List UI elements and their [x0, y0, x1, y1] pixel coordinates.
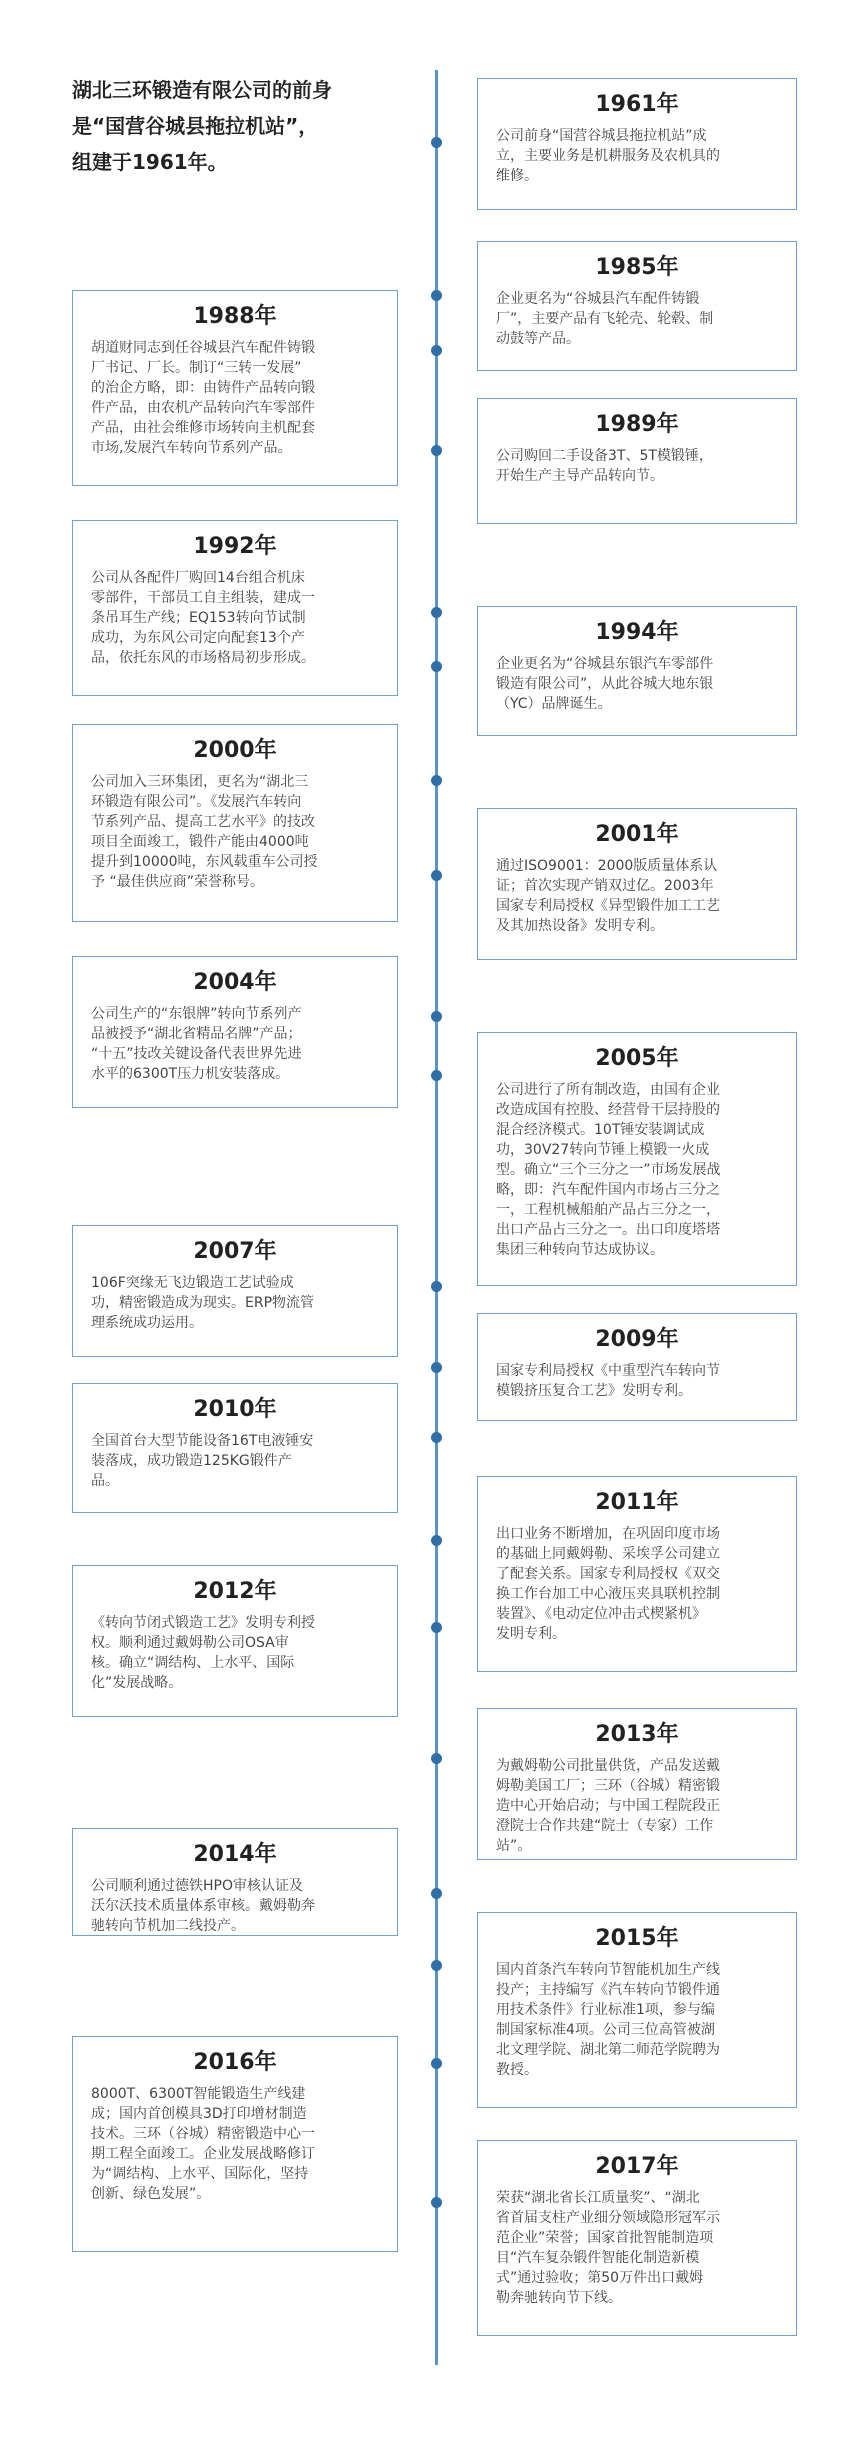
event-year: 2016年	[193, 2050, 277, 2075]
timeline-dot	[431, 2058, 442, 2069]
event-description-line: 集团三种转向节达成协议。	[496, 1242, 664, 1258]
event-description-line: 范企业”荣誉；国家首批智能制造项	[496, 2230, 714, 2246]
event-description-line: 8000T、6300T智能锻造生产线建	[91, 2086, 306, 2102]
event-description-line: 国家专利局授权《异型锻件加工工艺	[496, 898, 720, 914]
event-description-line: 为戴姆勒公司批量供货，产品发送戴	[496, 1758, 720, 1774]
timeline-card-1961	[477, 78, 797, 210]
event-description-line: 及其加热设备》发明专利。	[496, 918, 664, 934]
event-description-line: 品被授予“湖北省精品名牌”产品；	[91, 1026, 302, 1042]
event-description-line: 混合经济模式。10T锤安装调试成	[496, 1122, 705, 1138]
event-description-line: 全国首台大型节能设备16T电液锤安	[91, 1433, 314, 1449]
intro-line: 组建于1961年。	[72, 150, 228, 174]
event-description	[91, 772, 379, 892]
event-description-line: 站”。	[496, 1838, 532, 1854]
timeline-dot	[431, 661, 442, 672]
event-description-line: 公司生产的“东银牌”转向节系列产	[91, 1006, 302, 1022]
event-description-line: 成功，为东风公司定向配套13个产	[91, 630, 305, 646]
event-year: 1985年	[595, 255, 679, 280]
timeline-card-1988	[72, 290, 398, 486]
event-year: 2011年	[595, 1490, 679, 1515]
event-description-line: 市场,发展汽车转向节系列产品。	[91, 440, 292, 456]
event-description-line: 的基础上同戴姆勒、采埃孚公司建立	[496, 1546, 720, 1562]
event-description-line: 核。确立“调结构、上水平、国际	[91, 1655, 295, 1671]
event-year: 1988年	[193, 304, 277, 329]
timeline-card-1985	[477, 241, 797, 371]
event-year: 2012年	[193, 1579, 277, 1604]
event-year: 2004年	[193, 970, 277, 995]
timeline-dot	[431, 1011, 442, 1022]
event-description-line: 出口产品占三分之一。出口印度塔塔	[496, 1222, 720, 1238]
event-description-line: 立，主要业务是机耕服务及农机具的	[496, 148, 720, 164]
event-description-line: 品，依托东风的市场格局初步形成。	[91, 650, 315, 666]
event-description-line: 锻造有限公司”，从此谷城大地东银	[496, 676, 714, 692]
event-description-line: 澄院士合作共建“院士（专家）工作	[496, 1818, 714, 1834]
event-description-line: 胡道财同志到任谷城县汽车配件铸锻	[91, 340, 315, 356]
event-description-line: 件产品，由农机产品转向汽车零部件	[91, 400, 315, 416]
event-description-line: 用技术条件》行业标准1项，参与编	[496, 2002, 715, 2018]
event-description	[91, 1273, 379, 1333]
event-description-line: 荣获“湖北省长江质量奖”、“湖北	[496, 2190, 700, 2206]
event-description-line: 目“汽车复杂锻件智能化制造新模	[496, 2250, 700, 2266]
event-description-line: 成；国内首创模具3D打印增材制造	[91, 2106, 307, 2122]
event-description-line: 产品，由社会维修市场转向主机配套	[91, 420, 315, 436]
timeline-card-2004	[72, 956, 398, 1108]
event-description-line: “十五”技改关键设备代表世界先进	[91, 1046, 302, 1062]
timeline-dot	[431, 1888, 442, 1899]
timeline-card-1994	[477, 606, 797, 736]
event-description-line: 发明专利。	[496, 1626, 566, 1642]
event-description-line: 功，30V27转向节锤上模锻一火成	[496, 1142, 710, 1158]
timeline-card-2014	[72, 1828, 398, 1936]
event-description-line: 提升到10000吨，东风载重车公司授	[91, 854, 318, 870]
timeline-card-2015	[477, 1912, 797, 2108]
event-description-line: 姆勒美国工厂；三环（谷城）精密锻	[496, 1778, 720, 1794]
event-description-line: 一，工程机械船舶产品占三分之一，	[496, 1202, 720, 1218]
event-year: 2009年	[595, 1327, 679, 1352]
event-description	[496, 446, 778, 486]
timeline-card-2010	[72, 1383, 398, 1513]
event-description-line: 品。	[91, 1473, 119, 1489]
event-description-line: 型。确立“三个三分之一”市场发展战	[496, 1162, 721, 1178]
event-description-line: 驰转向节机加二线投产。	[91, 1918, 245, 1934]
event-description-line: 零部件，干部员工自主组装，建成一	[91, 590, 315, 606]
event-description-line: 的治企方略，即：由铸件产品转向锻	[91, 380, 315, 396]
event-description-line: 维修。	[496, 168, 538, 184]
event-description-line: 权。顺利通过戴姆勒公司OSA审	[91, 1635, 289, 1651]
event-description-line: 为“调结构、上水平、国际化，坚持	[91, 2166, 309, 2182]
event-description-line: 公司加入三环集团，更名为“湖北三	[91, 774, 309, 790]
timeline-card-2005	[477, 1032, 797, 1286]
event-description-line: 公司从各配件厂购回14台组合机床	[91, 570, 305, 586]
event-year: 1961年	[595, 92, 679, 117]
event-description-line: 换工作台加工中心液压夹具联机控制	[496, 1586, 720, 1602]
timeline-card-1989	[477, 398, 797, 524]
intro-heading	[72, 72, 392, 180]
event-description	[496, 1524, 778, 1644]
event-description	[496, 856, 778, 936]
event-description-line: 装置》、《电动定位冲击式楔紧机》	[496, 1606, 706, 1622]
event-description-line: 《转向节闭式锻造工艺》发明专利授	[91, 1615, 315, 1631]
event-description-line: （YC）品牌诞生。	[496, 696, 612, 712]
event-description-line: 通过ISO9001：2000版质量体系认	[496, 858, 718, 874]
event-description-line: 沃尔沃技术质量体系审核。戴姆勒奔	[91, 1898, 315, 1914]
event-description	[91, 1004, 379, 1084]
event-description-line: 企业更名为“谷城县汽车配件铸锻	[496, 291, 700, 307]
event-description-line: 国家专利局授权《中重型汽车转向节	[496, 1363, 720, 1379]
timeline-card-2013	[477, 1708, 797, 1860]
event-description-line: 106F突缘无飞边锻造工艺试验成	[91, 1275, 294, 1291]
event-description-line: 创新、绿色发展”。	[91, 2186, 211, 2202]
event-description	[91, 338, 379, 458]
event-description-line: 条吊耳生产线；EQ153转向节试制	[91, 610, 306, 626]
timeline-dot	[431, 1535, 442, 1546]
event-description-line: 技术。三环（谷城）精密锻造中心一	[91, 2126, 315, 2142]
timeline-dot	[431, 1070, 442, 1081]
event-description-line: 了配套关系。国家专利局授权《双交	[496, 1566, 720, 1582]
event-description	[496, 2188, 778, 2308]
event-description-line: 教授。	[496, 2062, 538, 2078]
event-description-line: 予 “最佳供应商”荣誉称号。	[91, 874, 264, 890]
event-year: 2017年	[595, 2154, 679, 2179]
event-description	[496, 1960, 778, 2080]
timeline-card-2001	[477, 808, 797, 960]
event-description	[496, 654, 778, 714]
timeline-dot	[431, 1281, 442, 1292]
event-description-line: 公司顺利通过德铁HPO审核认证及	[91, 1878, 303, 1894]
event-description-line: 制国家标准4项。公司三位高管被湖	[496, 2022, 715, 2038]
event-description	[91, 2084, 379, 2204]
timeline-card-2009	[477, 1313, 797, 1421]
event-description-line: 略，即：汽车配件国内市场占三分之	[496, 1182, 720, 1198]
event-description-line: 投产；主持编写《汽车转向节锻件通	[496, 1982, 720, 1998]
timeline-dot	[431, 1432, 442, 1443]
event-description-line: 功，精密锻造成为现实。ERP物流管	[91, 1295, 315, 1311]
event-year: 2015年	[595, 1926, 679, 1951]
event-description-line: 装落成，成功锻造125KG锻件产	[91, 1453, 292, 1469]
timeline-dot	[431, 870, 442, 881]
event-description-line: 企业更名为“谷城县东银汽车零部件	[496, 656, 714, 672]
event-year: 2000年	[193, 738, 277, 763]
event-description-line: 式”通过验收；第50万件出口戴姆	[496, 2270, 704, 2286]
event-year: 2014年	[193, 1842, 277, 1867]
intro-line: 湖北三环锻造有限公司的前身	[72, 78, 332, 102]
event-description-line: 环锻造有限公司”。《发展汽车转向	[91, 794, 302, 810]
timeline-dot	[431, 345, 442, 356]
timeline-dot	[431, 1960, 442, 1971]
event-year: 2013年	[595, 1722, 679, 1747]
event-description-line: 厂书记、厂长。制订“三转一发展”	[91, 360, 302, 376]
event-description-line: 公司购回二手设备3T、5T模锻锤，	[496, 448, 713, 464]
event-year: 2005年	[595, 1046, 679, 1071]
event-description-line: 厂”，主要产品有飞轮壳、轮毂、制	[496, 311, 714, 327]
event-year: 2007年	[193, 1239, 277, 1264]
intro-line: 是“国营谷城县拖拉机站”，	[72, 114, 319, 138]
event-description	[91, 1613, 379, 1693]
event-description-line: 模锻挤压复合工艺》发明专利。	[496, 1383, 692, 1399]
event-description-line: 项目全面竣工，锻件产能由4000吨	[91, 834, 309, 850]
event-description-line: 公司前身“国营谷城县拖拉机站”成	[496, 128, 707, 144]
event-description-line: 期工程全面竣工。企业发展战略修订	[91, 2146, 315, 2162]
timeline-axis	[435, 70, 438, 2365]
event-description-line: 省首届支柱产业细分领域隐形冠军示	[496, 2210, 720, 2226]
event-year: 2001年	[595, 822, 679, 847]
timeline-card-2000	[72, 724, 398, 922]
event-description	[91, 568, 379, 668]
event-description	[91, 1876, 379, 1936]
timeline-dot	[431, 445, 442, 456]
event-description-line: 动鼓等产品。	[496, 331, 580, 347]
event-description-line: 水平的6300T压力机安装落成。	[91, 1066, 290, 1082]
timeline-card-2016	[72, 2036, 398, 2252]
event-description-line: 理系统成功运用。	[91, 1315, 203, 1331]
event-description-line: 节系列产品、提高工艺水平》的技改	[91, 814, 315, 830]
event-description-line: 造中心开始启动；与中国工程院段正	[496, 1798, 720, 1814]
timeline-dot	[431, 137, 442, 148]
timeline-card-1992	[72, 520, 398, 696]
event-description-line: 开始生产主导产品转向节。	[496, 468, 664, 484]
event-description-line: 公司进行了所有制改造，由国有企业	[496, 1082, 720, 1098]
event-description	[496, 1756, 778, 1856]
timeline-card-2017	[477, 2140, 797, 2336]
event-description	[496, 289, 778, 349]
event-description-line: 改造成国有控股、经营骨干层持股的	[496, 1102, 720, 1118]
event-year: 1994年	[595, 620, 679, 645]
timeline-card-2007	[72, 1225, 398, 1357]
event-description-line: 出口业务不断增加，在巩固印度市场	[496, 1526, 720, 1542]
event-description-line: 证；首次实现产销双过亿。2003年	[496, 878, 714, 894]
timeline-card-2012	[72, 1565, 398, 1717]
timeline-dot	[431, 290, 442, 301]
event-description	[496, 1080, 778, 1260]
event-year: 2010年	[193, 1397, 277, 1422]
timeline-dot	[431, 607, 442, 618]
event-description	[496, 1361, 778, 1401]
timeline-dot	[431, 1622, 442, 1633]
event-description-line: 勒奔驰转向节下线。	[496, 2290, 622, 2306]
event-description	[91, 1431, 379, 1491]
event-year: 1992年	[193, 534, 277, 559]
event-year: 1989年	[595, 412, 679, 437]
timeline-dot	[431, 2197, 442, 2208]
timeline-dot	[431, 1362, 442, 1373]
event-description-line: 国内首条汽车转向节智能机加生产线	[496, 1962, 720, 1978]
event-description-line: 化”发展战略。	[91, 1675, 183, 1691]
event-description-line: 北文理学院、湖北第二师范学院聘为	[496, 2042, 720, 2058]
timeline-card-2011	[477, 1476, 797, 1672]
event-description	[496, 126, 778, 186]
timeline-dot	[431, 1753, 442, 1764]
timeline-dot	[431, 775, 442, 786]
